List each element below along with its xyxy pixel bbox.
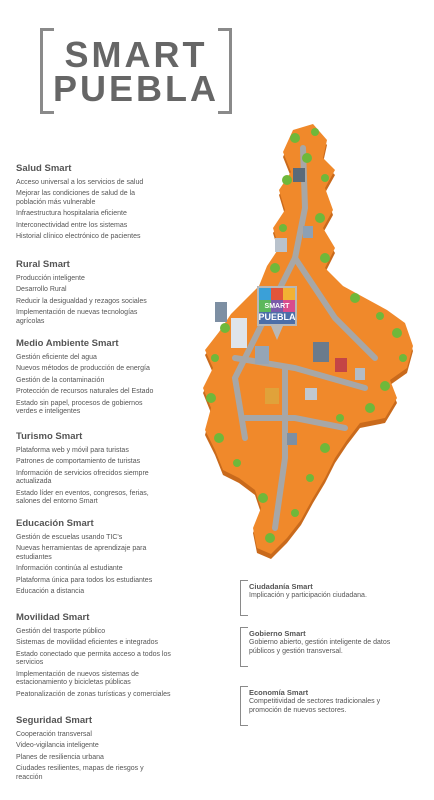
box-bracket xyxy=(240,627,248,667)
section-rural xyxy=(16,259,156,329)
list-item: Educación a distancia xyxy=(16,588,85,596)
list-item: Mejorar las condiciones de salud de la población más vulnerable xyxy=(16,190,136,206)
section-title: Medio Ambiente Smart xyxy=(16,338,119,349)
list-item: Patrones de comportamiento de turistas xyxy=(16,458,141,466)
list-item: Nuevas herramientas de aprendizaje para estudiantes xyxy=(16,545,147,561)
list-item: Estado líder en eventos, congresos, ferias, salones del entorno Smart xyxy=(16,489,149,506)
list-item: Gestión de la contaminación xyxy=(16,376,105,384)
list-item: Video-vigilancia inteligente xyxy=(16,742,99,750)
badge-line-2: PUEBLA xyxy=(258,312,296,322)
section-movilidad xyxy=(16,612,188,702)
list-item: Cooperación transversal xyxy=(16,731,92,738)
section-title: Salud Smart xyxy=(16,163,72,174)
section-salud xyxy=(16,163,156,245)
section-title: Turismo Smart xyxy=(16,431,83,442)
list-item: Gestión de escuelas usando TIC's xyxy=(16,534,123,541)
section-medio-ambiente xyxy=(16,338,161,420)
section-title: Seguridad Smart xyxy=(16,715,93,726)
list-item: Acceso universal a los servicios de salud xyxy=(16,179,144,186)
list-item: Historial clínico electrónico de pacientes xyxy=(16,233,141,241)
logo-frame xyxy=(40,28,232,114)
list-item: Implementación de nuevos sistemas de estacionamiento y bicicletas públicas xyxy=(16,670,139,687)
section-turismo xyxy=(16,431,166,510)
list-item: Nuevos métodos de producción de energía xyxy=(16,365,150,373)
puebla-map-illustration xyxy=(175,118,430,578)
list-item: Gestión eficiente del agua xyxy=(16,354,97,361)
list-item: Protección de recursos naturales del Estado xyxy=(16,388,154,396)
box-title: Economía Smart xyxy=(249,688,309,697)
box-text: Gobierno abierto, gestión inteligente de datos públicos y gestión transversal. xyxy=(249,639,391,655)
logo-line-1: SMART xyxy=(64,34,208,75)
list-item: Información de servicios ofrecidos siempre actualizada xyxy=(16,469,149,486)
badge-line-1: SMART xyxy=(264,303,290,310)
list-item: Peatonalización de zonas turísticas y comerciales xyxy=(16,690,171,698)
list-item: Reducir la desigualdad y rezagos sociales xyxy=(16,297,147,305)
list-item: Producción inteligente xyxy=(16,275,85,282)
section-title: Educación Smart xyxy=(16,518,94,529)
section-title: Movilidad Smart xyxy=(16,612,90,623)
list-item: Implementación de nuevas tecnologías agrícolas xyxy=(16,309,138,325)
logo-line-2: PUEBLA xyxy=(52,68,219,109)
box-text: Competitividad de sectores tradicionales y promoción de nuevos sectores. xyxy=(249,698,381,714)
section-seguridad xyxy=(16,715,156,785)
section-title: Rural Smart xyxy=(16,259,70,270)
section-educacion xyxy=(16,518,166,600)
list-item: Interconectividad entre los sistemas xyxy=(16,221,128,229)
list-item: Plataforma web y móvil para turistas xyxy=(16,447,129,454)
list-item: Planes de resiliencia urbana xyxy=(16,753,104,761)
box-title: Gobierno Smart xyxy=(249,629,306,638)
list-item: Gestión del trasporte público xyxy=(16,628,106,635)
box-text: Implicación y participación ciudadana. xyxy=(249,592,367,599)
list-item: Estado sin papel, procesos de gobiernos verdes e inteligentes xyxy=(16,399,143,416)
list-item: Sistemas de movilidad eficientes e integrados xyxy=(16,639,159,647)
list-item: Plataforma única para todos los estudiantes xyxy=(16,576,153,584)
list-item: Información continúa al estudiante xyxy=(16,565,123,573)
box-bracket xyxy=(240,686,248,726)
box-title: Ciudadanía Smart xyxy=(249,582,313,591)
list-item: Estado conectado que permita acceso a todos los servicios xyxy=(16,650,171,667)
box-bracket xyxy=(240,580,248,616)
list-item: Desarrollo Rural xyxy=(16,286,67,294)
list-item: Infraestructura hospitalaria eficiente xyxy=(16,210,127,218)
list-item: Ciudades resilientes, mapas de riesgos y reacción xyxy=(16,765,144,781)
